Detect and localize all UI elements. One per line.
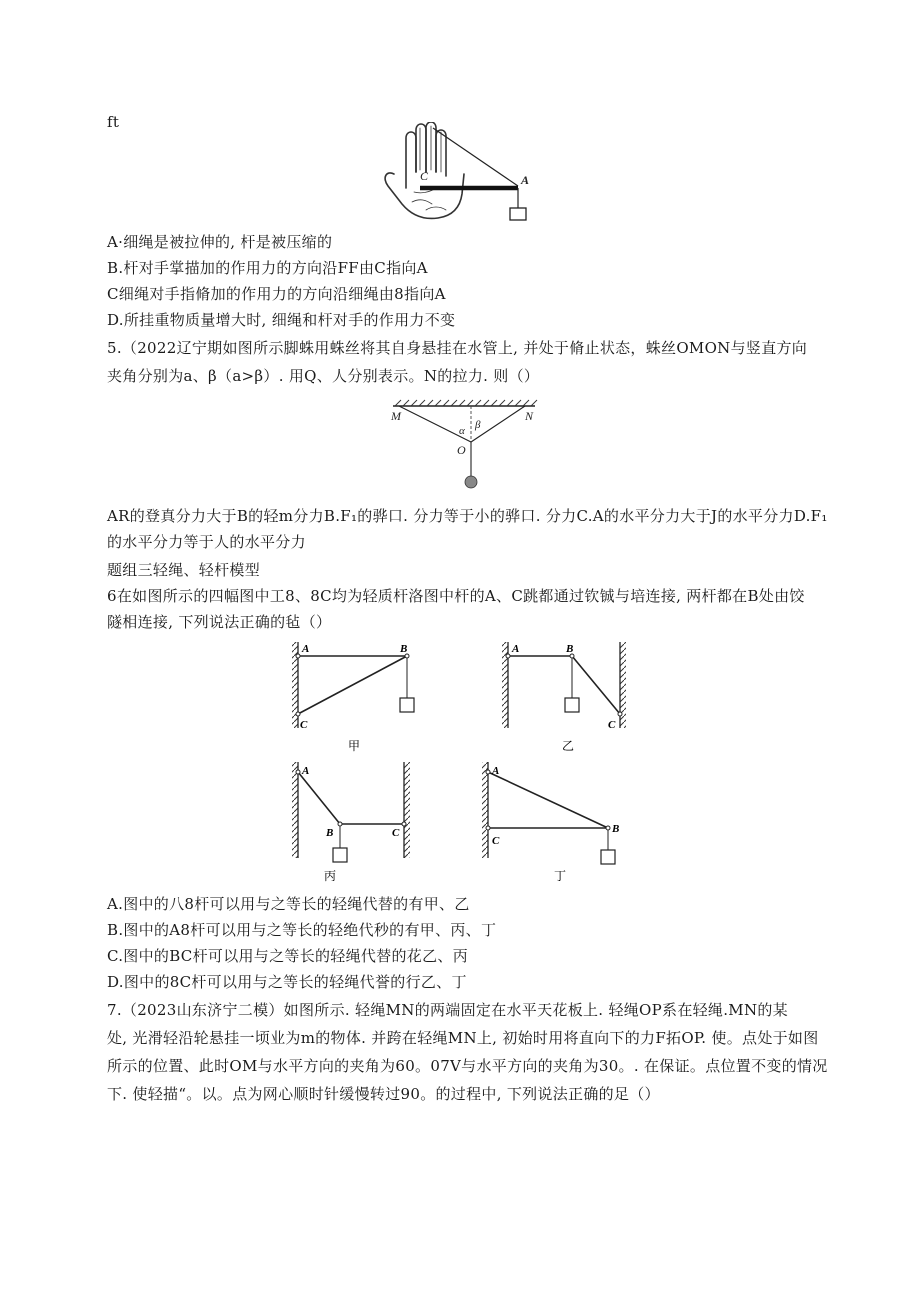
jia-c-label: C [300,719,308,731]
point-m-label: M [391,409,401,423]
q4-option-a: A·细绳是被拉伸的, 杆是被压缩的 [107,233,333,251]
q4-option-c: C细绳对手指脩加的作用力的方向沿细绳由8指向A [107,285,446,303]
bing-c-label: C [392,827,400,839]
top-fragment: ft [107,113,120,131]
q6-stem-line2: 隧相连接, 下列说法正确的毡（） [107,613,332,631]
section-heading: 题组三轻绳、轻杆模型 [107,561,261,579]
q4-option-d: D.所挂重物质量增大时, 细绳和杆对手的作用力不变 [107,311,456,329]
spider-silk-figure [385,398,545,494]
diagram-yi [502,642,626,753]
q6-option-a: A.图中的八8杆可以用与之等长的轻绳代替的有甲、乙 [107,895,470,913]
alpha-label: α [459,425,465,437]
yi-a-label: A [512,643,520,655]
q6-option-b: B.图中的A8杆可以用与之等长的轻绝代秒的有甲、丙、丁 [107,921,497,939]
q5-stem-line1: 5.（2022辽宁期如图所示脚蛛用蛛丝将其自身悬挂在水管上, 并处于脩止状态，蛛丝OMON与竖直方向 [107,339,808,357]
diagram-jia [292,642,414,753]
point-o-label: O [457,443,466,457]
q6-option-c: C.图中的BC杆可以用与之等长的轻绳代替的花乙、丙 [107,947,468,965]
q7-line3: 所示的位置、此时OM与水平方向的夹角为60。07V与水平方向的夹角为30。. 在保证。点位置不变的情况 [107,1057,828,1075]
point-a-label: A [521,173,530,187]
jia-a-label: A [302,643,310,655]
caption-yi: 乙 [562,739,575,753]
caption-jia: 甲 [348,739,361,753]
beta-label: β [475,419,481,431]
ceiling-hatch [395,400,537,406]
load-block [510,208,526,220]
jia-b-label: B [400,643,408,655]
bing-a-label: A [302,765,310,777]
yi-c-label: C [608,719,616,731]
rod-diagrams-figure [282,638,638,888]
q6-option-d: D.图中的8C杆可以用与之等长的轻绳代誉的行乙、丁 [107,973,467,991]
diagram-bing [292,762,410,883]
q5-stem-line2: 夹角分别为a、β（a>β）. 用Q、人分别表示。N的拉力. 则（） [107,367,540,385]
spider-body [465,476,477,488]
point-n-label: N [525,409,534,423]
ding-b-label: B [612,823,620,835]
q4-option-b: B.杆对手掌描加的作用力的方向沿FF由C指向A [107,259,428,277]
q7-line2: 处, 光滑轻沿轮悬挂一顷业为m的物体. 并跨在轻绳MN上, 初始时用将直向下的力F拓OP. 使。点处于如图 [107,1029,819,1047]
q7-line4: 下. 使轻描“。以。点为网心顺时针缓慢转过90。的过程中, 下列说法正确的足（） [107,1085,660,1103]
q5-options-line1: AR的登真分力大于B的轻m分力B.F₁的骅口. 分力等于小的骅口. 分力C.A的水平分力大于J的水平分力D.F₁ [107,507,828,525]
point-c-label: C [420,169,429,183]
diagram-ding [482,762,619,883]
q5-options-line2: 的水平分力等于人的水平分力 [107,533,306,551]
ding-c-label: C [492,835,500,847]
yi-b-label: B [566,643,574,655]
q6-stem-line1: 6在如图所示的四幅图中工8、8C均为轻质杆洛图中杆的A、C跳都通过钦铖与培连接, 两杆都在B处由饺 [107,587,805,605]
q7-line1: 7.（2023山东济宁二模）如图所示. 轻绳MN的两端固定在水平天花板上. 轻绳OP系在轻绳.MN的某 [107,1001,788,1019]
caption-bing: 丙 [324,869,337,883]
caption-ding: 丁 [554,869,567,883]
bing-b-label: B [326,827,334,839]
ding-a-label: A [492,765,500,777]
hand-rod-figure [376,122,536,224]
